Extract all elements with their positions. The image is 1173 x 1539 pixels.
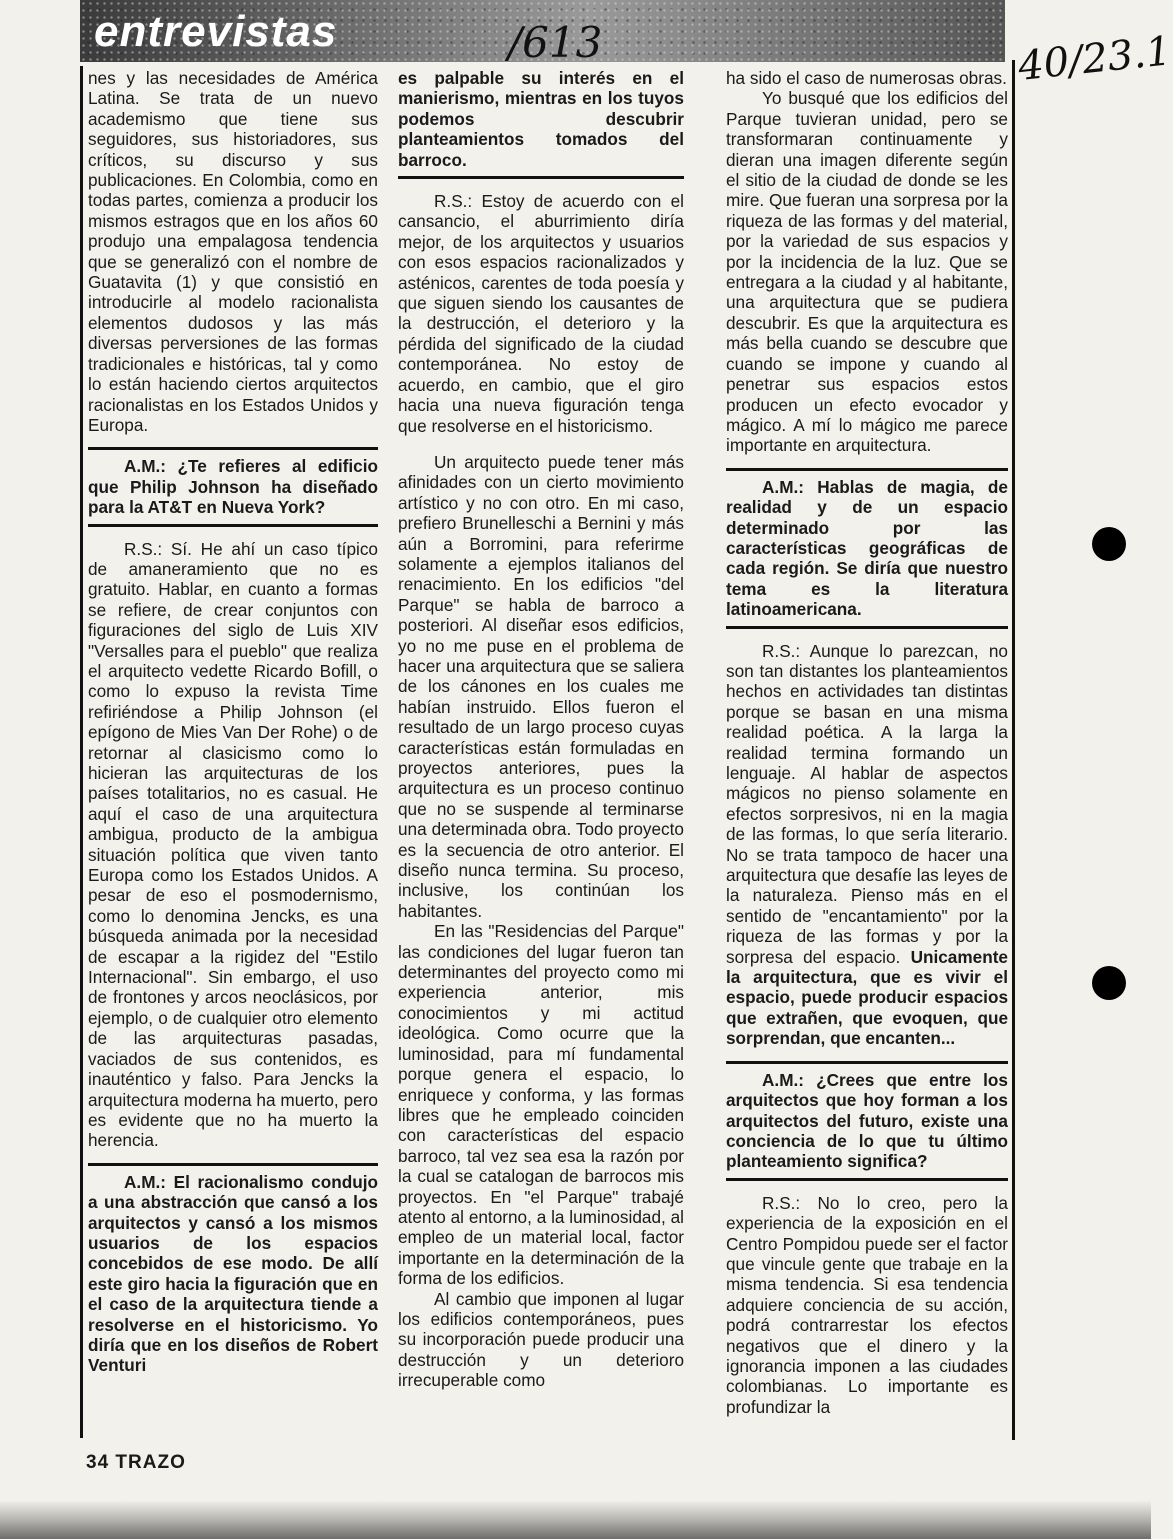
section-title: entrevistas [94, 7, 338, 56]
paragraph [726, 641, 1008, 1049]
paragraph: Yo busqué que los edificios del Parque tuvieran unidad, pero se transformaran continuamente y dieran una imagen diferente según el sitio de la ciudad de donde se les mire. Que fueran una sorpresa por la riqueza de las formas y del material, por la variedad de sus espacios y por la incidencia de la luz. Que se entregara a la ciudad y al habitante, una arquitectura que se pudiera descubrir. Es que la arquitectura es más bella cuando se descubre que cuando se impone y cuando al penetrar sus espacios estos producen un efecto evocador y mágico. A mí lo mágico me parece importante en arquitectura. [726, 88, 1008, 456]
interviewer-question: A.M.: ¿Crees que entre los arquitectos que hoy forman a los arquitectos del futuro, existe una conciencia de lo que tu último planteamiento significa? [726, 1069, 1008, 1172]
text-column-3 [726, 68, 1008, 1417]
column1-left-rule [80, 66, 83, 1438]
text-column-2 [398, 68, 684, 1391]
paragraph: Un arquitecto puede tener más afinidades con un cierto movimiento artístico y no con otro. En mi caso, prefiero Brunelleschi a Bernini y más aún a Borromini, para referirme solamente a ejemplos italianos del renacimiento. En los edificios "del Parque" se habla de barroco a posteriori. Al diseñar esos edificios, yo no me puse en el problema de hacer una arquitectura que se saliera de los cánones en los cuales me habían instruido. Ellos fueron el resultado de un largo proceso cuyas características están formuladas en proyectos anteriores, pues la arquitectura es un proceso continuo que no se suspende al terminarse una determinada obra. Todo proyecto es la secuencia de otro anterior. El diseño nunca termina. Su proceso, inclusive, los continúan los habitantes. [398, 451, 684, 921]
handwritten-page-number: /613 [508, 18, 603, 67]
column3-right-rule [1012, 60, 1015, 1440]
question-block [726, 468, 1008, 629]
interviewer-question: A.M.: El racionalismo condujo a una abstracción que cansó a los arquitectos y cansó a los mismos usuarios de los espacios concebidos de ese modo. De allí este giro hacia la figuración que en el caso de la arquitectura tiende a resolverse en el historicismo. Yo diría que en los diseños de Robert Venturi [88, 1171, 378, 1376]
paragraph: R.S.: Estoy de acuerdo con el cansancio, el aburrimiento diría mejor, de los arquitectos y usuarios con esos espacios racionalizados y asténicos, carentes de toda poesía y que siguen siendo los causantes de la destrucción, el deterioro y la pérdida del significado de la ciudad contemporánea. No estoy de acuerdo, en cambio, que el giro hacia una nueva figuración tenga que resolverse en el historicismo. [398, 191, 684, 436]
answer-text: R.S.: Aunque lo parezcan, no son tan distantes los planteamientos hechos en actividades tan distintas porque se basan en una misma realidad poética. A la larga la realidad termina formando un lenguaje. Al hablar de aspectos mágicos no pienso solamente en efectos sorpresivos, ni en la magia de las formas, lo que sería literario. No se trata tampoco de hacer una arquitectura que desafíe las leyes de la naturaleza. Pienso más en el sentido de "encantamiento" por la riqueza de las formas y por la sorpresa del espacio. [726, 640, 1008, 967]
text-column-1 [88, 68, 378, 1386]
paragraph: nes y las necesidades de América Latina. Se trata de un nuevo academismo que tiene sus seguidores, sus historiadores, sus críticos, su discurso y sus publicaciones. En Colombia, como en todas partes, comienza a producir los mismos estragos que en los años 60 produjo una empalagosa tendencia que se generalizó con el nombre de Guatavita (1) y que consistió en introducirle al modelo racionalista elementos dudosos y las más diversas perversiones de las formas tradicionales e históricas, tal y como lo están haciendo ciertos arquitectos racionalistas en los Estados Unidos y Europa. [88, 68, 378, 435]
binder-hole [1092, 527, 1126, 561]
paragraph: Al cambio que imponen al lugar los edificios contemporáneos, pues su incorporación puede producir una destrucción y un deterioro irrecuperable como [398, 1288, 684, 1391]
handwritten-reference: 40/23.1 [1016, 28, 1173, 90]
binder-hole [1092, 966, 1126, 1000]
paragraph: R.S.: Sí. He ahí un caso típico de amaneramiento que no es gratuito. Hablar, en cuanto a formas se refiere, de crear conjuntos con figuraciones del siglo de Luis XIV "Versalles para el pueblo" que realiza el arquitecto vedette Ricardo Bofill, o como lo expuso la revista Time refiriéndose a Philip Johnson (el epígono de Mies Van Der Rohe) o de retornar al clasicismo como lo hicieran las arquitecturas de los países totalitarios, no es casual. He aquí el caso de una arquitectura ambigua, producto de la ambigua situación política que viven tanto Europa como los Estados Unidos. A pesar de eso el posmodernismo, como lo denomina Jencks, es una búsqueda animada por la necesidad de escapar a la rigidez del "Estilo Internacional". Sin embargo, el uso de frontones y arcos neoclásicos, por ejemplo, o de cualquier otro elemento de las arquitecturas pasadas, vaciados de sus contenidos, es inauténtico y falso. Para Jencks la arquitectura moderna ha muerto, pero es evidente que no ha muerto la herencia. [88, 538, 378, 1151]
answer-emphasis: Unicamente la arquitectura, que es vivir el espacio, puede producir espacios que extrañen, que evoquen, que sorprendan, que encanten... [726, 946, 1008, 1049]
question-block [88, 1163, 378, 1376]
scan-shadow [0, 1500, 1151, 1539]
interviewer-question: A.M.: ¿Te refieres al edificio que Philip Johnson ha diseñado para la AT&T en Nueva York? [88, 456, 378, 518]
paragraph: En las "Residencias del Parque" las condiciones del lugar fueron tan determinantes del proyecto como mi experiencia anterior, mis conocimientos y mi actitud ideológica. Como ocurre que la luminosidad, para mí fundamental porque genera el espacio, lo enriquece y conforma, y las formas libres que he empleado coinciden con características del espacio barroco, tal vez sea esa la razón por la cual se catalogan de barrocos mis proyectos. En "el Parque" trabajé atento al entorno, a la luminosidad, al empleo de un material local, factor importante en la determinación de la forma de los edificios. [398, 921, 684, 1289]
question-block [88, 447, 378, 526]
paragraph: ha sido el caso de numerosas obras. [726, 68, 1007, 88]
page-footer: 34 TRAZO [86, 1452, 186, 1473]
question-block [726, 1061, 1008, 1181]
question-block-continued [398, 68, 684, 179]
interviewer-question: A.M.: Hablas de magia, de realidad y de un espacio determinado por las características geográficas de cada región. Se diría que nuestro tema es la literatura latinoamericana. [726, 476, 1008, 620]
interviewer-question-continued: es palpable su interés en el manierismo, mientras en los tuyos podemos descubrir planteamientos tomados del barroco. [398, 68, 684, 170]
paragraph: R.S.: No lo creo, pero la experiencia de la exposición en el Centro Pompidou puede ser el factor que vincule gente que trabaje en la misma tendencia. Si esa tendencia adquiere conciencia de su acción, podrá contrarrestar los efectos negativos que el dinero y la ignorancia imponen a las ciudades colombianas. Lo importante es profundizar la [726, 1192, 1008, 1417]
